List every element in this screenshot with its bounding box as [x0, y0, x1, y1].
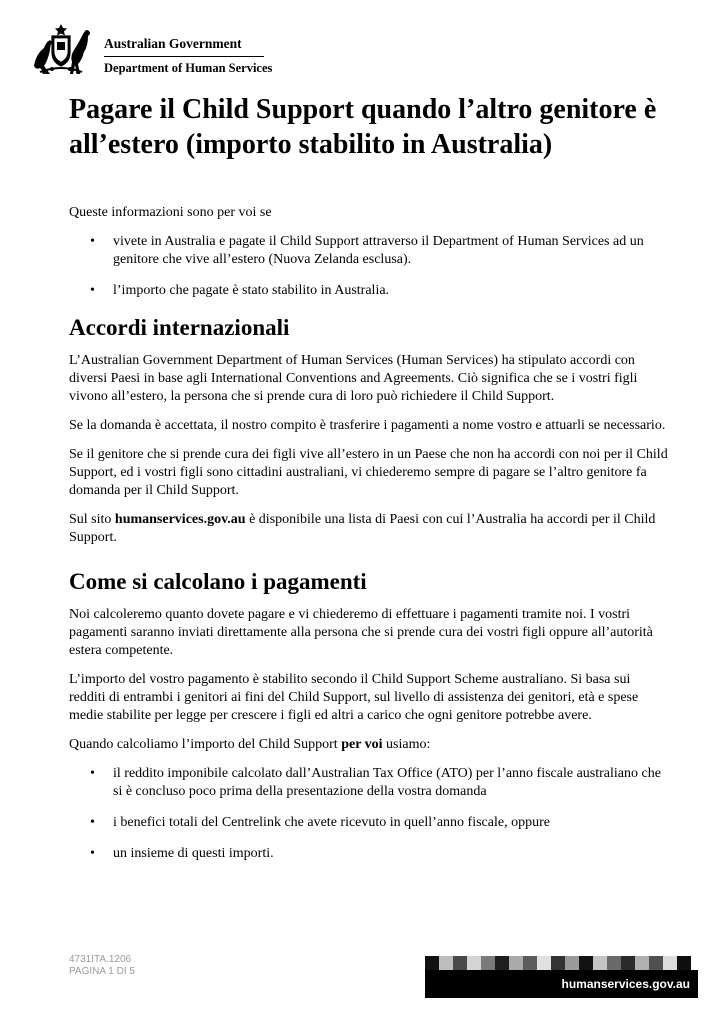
pixel-square: [663, 956, 677, 970]
brand-bar: [425, 956, 698, 998]
pixel-square: [579, 956, 593, 970]
list-item: • l’importo che pagate è stato stabilito in Australia.: [90, 283, 390, 298]
government-wordmark: [104, 36, 274, 76]
pixel-square: [593, 956, 607, 970]
pixel-square: [565, 956, 579, 970]
brand-url: humanservices.gov.au: [425, 970, 698, 998]
calculation-list: [69, 765, 669, 863]
paragraph: L’importo del vostro pagamento è stabilito secondo il Child Support Scheme australiano. Si basa sui redditi di entrambi i genitori ai fini del Child Support, sul livello di assistenza dei genitori, età e spese medie stabilite per legge per crescere i figli ed altri a carico che ogni genitore potrebbe avere.: [69, 672, 639, 723]
pixel-square: [481, 956, 495, 970]
pixel-square: [621, 956, 635, 970]
document-body: [69, 92, 669, 877]
list-item: • i benefici totali del Centrelink che avete ricevuto in quell’anno fiscale, oppure: [90, 815, 550, 830]
pixel-square: [537, 956, 551, 970]
pixel-square: [495, 956, 509, 970]
pixel-square: [551, 956, 565, 970]
list-item: • vivete in Australia e pagate il Child Support attraverso il Department of Human Services ad un genitore che vive all’estero (Nuova Zelanda esclusa).: [90, 234, 644, 267]
paragraph: Quando calcoliamo l’importo del Child Support per voi usiamo:: [69, 737, 431, 752]
bullet-icon: •: [90, 283, 95, 298]
bullet-icon: •: [90, 846, 95, 861]
paragraph: L’Australian Government Department of Human Services (Human Services) ha stipulato accordi con diversi Paesi in base agli International Conventions and Agreements. Ciò significa che se i vostri figli vivono all’estero, la persona che si prende cura di loro può richiedere il Child Support.: [69, 353, 638, 404]
pixel-square: [509, 956, 523, 970]
government-name: Australian Government: [104, 36, 242, 51]
pixel-square: [453, 956, 467, 970]
page-title: Pagare il Child Support quando l’altro genitore è all’estero (importo stabilito in Australia): [69, 94, 657, 160]
bullet-icon: •: [90, 234, 95, 249]
pixel-square: [607, 956, 621, 970]
pixel-pattern: [425, 956, 698, 970]
website-link[interactable]: humanservices.gov.au: [114, 512, 246, 527]
paragraph: Se la domanda è accettata, il nostro compito è trasferire i pagamenti a nome vostro e attuarli se necessario.: [69, 418, 666, 433]
pixel-square: [649, 956, 663, 970]
department-name: Department of Human Services: [104, 61, 273, 75]
paragraph: Se il genitore che si prende cura dei figli vive all’estero in un Paese che non ha accordi con noi per il Child Support, ed i vostri figli sono cittadini australiani, vi chiederemo sempre di pagare se l’altro genitore fa domanda per il Child Support.: [69, 447, 668, 498]
pixel-square: [467, 956, 481, 970]
government-header: [26, 22, 286, 80]
section-heading-international-agreements: Accordi internazionali: [69, 315, 290, 340]
paragraph: Sul sito humanservices.gov.au è disponibile una lista di Paesi con cui l’Australia ha accordi per il Child Support.: [69, 512, 656, 545]
pixel-square: [425, 956, 439, 970]
pixel-square: [635, 956, 649, 970]
coat-of-arms-icon: [26, 22, 96, 80]
intro-lead: Queste informazioni sono per voi se: [69, 205, 272, 220]
list-item: • il reddito imponibile calcolato dall’Australian Tax Office (ATO) per l’anno fiscale australiano che si è concluso poco prima della presentazione della vostra domanda: [90, 766, 661, 799]
bullet-icon: •: [90, 815, 95, 830]
document-code: 4731ITA.1206: [69, 954, 132, 965]
paragraph: Noi calcoleremo quanto dovete pagare e vi chiederemo di effettuare i pagamenti tramite noi. I vostri pagamenti saranno inviati direttamente alla persona che si prende cura dei vostri figli oppure all’autorità estera competente.: [69, 607, 653, 658]
form-code: [69, 954, 135, 978]
list-item: • un insieme di questi importi.: [90, 846, 274, 861]
bullet-icon: •: [90, 766, 95, 781]
pixel-square: [439, 956, 453, 970]
pixel-square: [523, 956, 537, 970]
page-number: PAGINA 1 DI 5: [69, 966, 135, 977]
intro-list: [69, 233, 669, 300]
section-heading-payment-calculation: Come si calcolano i pagamenti: [69, 569, 367, 594]
pixel-square: [677, 956, 691, 970]
header-divider: [104, 56, 264, 57]
